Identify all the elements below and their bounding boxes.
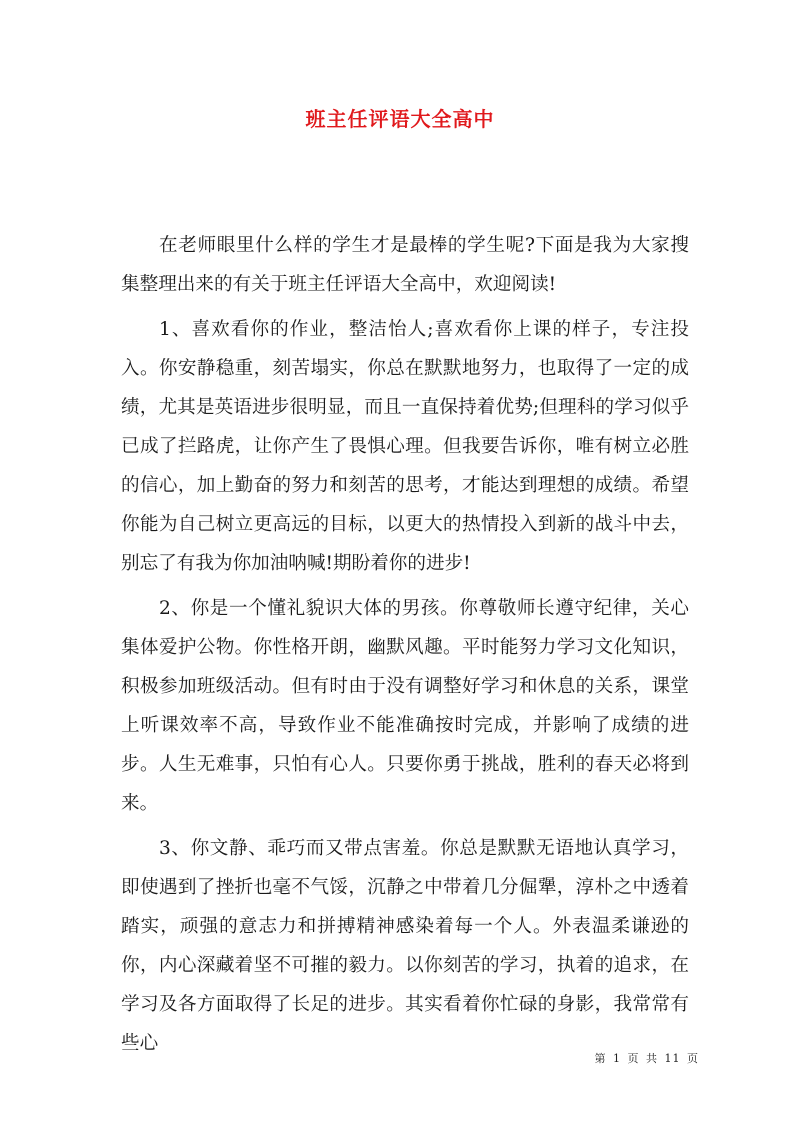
- page-number-footer: [560, 1050, 700, 1066]
- paragraph-intro: 在老师眼里什么样的学生才是最棒的学生呢?下面是我为大家搜集整理出来的有关于班主任评语大全高中，欢迎阅读!: [121, 235, 689, 295]
- document-body: [121, 226, 689, 1069]
- footer-total-pages: 11: [664, 1052, 681, 1065]
- paragraph-comment-2: 2、你是一个懂礼貌识大体的男孩。你尊敬师长遵守纪律，关心集体爱护公物。你性格开朗，幽默风趣。平时能努力学习文化知识，积极参加班级活动。但有时由于没有调整好学习和休息的关系，课堂上听课效率不高，导致作业不能准确按时完成，并影响了成绩的进步。人生无难事，只怕有心人。只要你勇于挑战，胜利的春天必将到来。: [121, 598, 689, 814]
- footer-prefix: 第: [594, 1052, 607, 1065]
- footer-total-unit: 页: [687, 1052, 699, 1065]
- footer-total-label: 共: [646, 1052, 658, 1065]
- footer-current-page: 1: [613, 1052, 621, 1065]
- paragraph-comment-1: 1、喜欢看你的作业，整洁怡人;喜欢看你上课的样子，专注投入。你安静稳重，刻苦塌实，你总在默默地努力，也取得了一定的成绩，尤其是英语进步很明显，而且一直保持着优势;但理科的学习似乎已成了拦路虎，让你产生了畏惧心理。但我要告诉你，唯有树立必胜的信心，加上勤奋的努力和刻苦的思考，才能达到理想的成绩。希望你能为自己树立更高远的目标，以更大的热情投入到新的战斗中去，别忘了有我为你加油呐喊!期盼着你的进步!: [121, 319, 689, 574]
- footer-page-unit: 页: [627, 1052, 640, 1065]
- document-title: 班主任评语大全高中: [305, 107, 495, 131]
- paragraph-comment-3: 3、你文静、乖巧而又带点害羞。你总是默默无语地认真学习，即使遇到了挫折也毫不气馁，沉静之中带着几分倔犟，淳朴之中透着踏实，顽强的意志力和拼搏精神感染着每一个人。外表温柔谦逊的你，内心深藏着坚不可摧的毅力。以你刻苦的学习，执着的追求，在学习及各方面取得了长足的进步。其实看着你忙碌的身影，我常常有些心: [121, 838, 689, 1054]
